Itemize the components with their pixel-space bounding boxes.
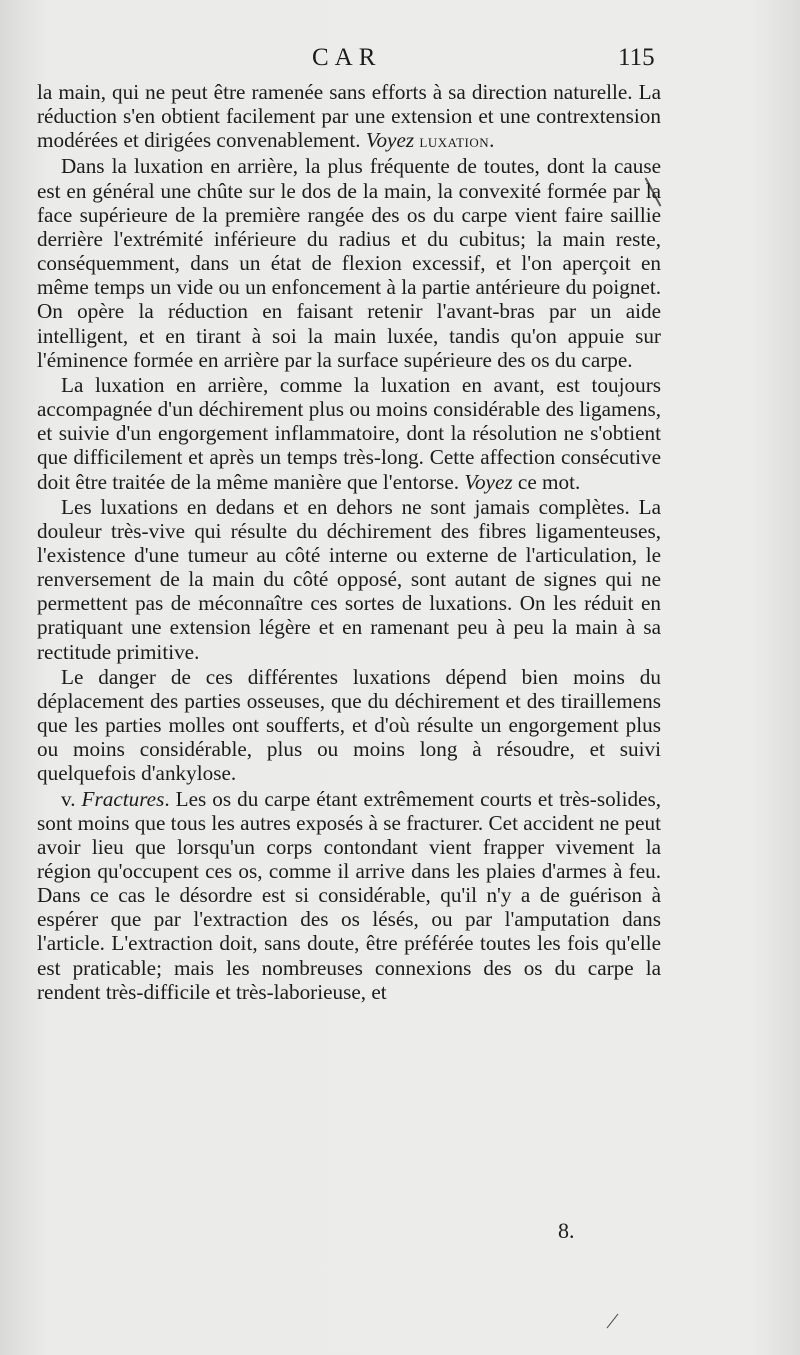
paragraph-6-text: . Les os du carpe étant extrêmement courts et très-solides, sont moins que tous les autres exposés à se fracturer. Cet accident ne peut avoir lieu que lorsqu'un corps contondant vient frapper vivement la région qu'occupent ces os, comme il arrive dans les plaies d'armes à feu. Dans ce cas le désordre est si considérable, qu'il n'y a de guérison à espérer que par l'extraction des os lésés, ou par l'amputation dans l'article. L'extraction doit, sans doute, être préférée toutes les fois qu'elle est praticable; mais les nombreuses connexions des os du carpe la rendent très-difficile et très-laborieuse, et: [37, 786, 661, 1004]
paragraph-3-end: ce mot.: [512, 469, 581, 494]
paragraph-1-end: .: [489, 128, 495, 153]
paragraph-6: [37, 787, 661, 1004]
paragraph-1: [37, 80, 661, 153]
paragraph-4: [37, 495, 661, 664]
paragraph-2-text: Dans la luxation en arrière, la plus fréquente de toutes, dont la cause est en général une chûte sur le dos de la main, la convexité formée par la face supérieure de la première rangée des os du carpe vient faire saillie derrière l'extrémité inférieure du radius et du cubitus; la main reste, conséquemment, dans un état de flexion excessif, et l'on aperçoit en même temps un vide ou un enfoncement à la partie antérieure du poignet. On opère la réduction en faisant retenir l'avant-bras par un aide intelligent, et en tirant à soi la main luxée, tandis qu'on appuie sur l'éminence formée en arrière par la surface supérieure des os du carpe.: [37, 154, 661, 372]
running-head-title: CAR: [312, 44, 382, 71]
page-number: 115: [618, 44, 655, 71]
paragraph-1-voyez: Voyez: [365, 128, 415, 153]
section-heading-fractures: Fractures: [81, 786, 165, 811]
paragraph-5: [37, 665, 661, 786]
paragraph-5-text: Le danger de ces différentes luxations dépend bien moins du déplacement des parties osseuses, que du déchirement et des tiraillemens que les parties molles ont soufferts, et d'où résulte un engorgement plus ou moins considérable, plus ou moins long à résoudre, et suivi quelquefois d'ankylose.: [37, 664, 661, 786]
paragraph-2: [37, 154, 661, 371]
paragraph-1-text: la main, qui ne peut être ramenée sans efforts à sa direction naturelle. La réduction s'en obtient facilement par une extension et une contrextension modérées et dirigées convenablement.: [37, 80, 661, 153]
paragraph-3: [37, 373, 661, 494]
running-head: [0, 44, 800, 80]
bottom-pencil-mark: [607, 1314, 619, 1329]
paragraph-4-text: Les luxations en dedans et en dehors ne sont jamais complètes. La douleur très-vive qui résulte du déchirement des fibres ligamenteuses, l'existence d'une tumeur au côté interne ou externe de l'articulation, le renversement de la main du côté opposé, sont autant de signes qui ne permettent pas de méconnaître ces sortes de luxations. On les réduit en pratiquant une extension légère et en ramenant peu à peu la main à sa rectitude primitive.: [37, 494, 661, 664]
section-numeral: v.: [61, 786, 82, 811]
paragraph-3-voyez: Voyez: [464, 469, 513, 494]
body-text: [37, 80, 661, 1004]
paragraph-3-text: La luxation en arrière, comme la luxation en avant, est toujours accompagnée d'un déchirement plus ou moins considérable des ligamens, et suivie d'un engorgement inflammatoire, dont la résolution ne s'obtient que difficilement et après un temps très-long. Cette affection consécutive doit être traitée de la même manière que l'entorse.: [37, 372, 661, 494]
paragraph-1-crossref: luxation: [419, 131, 490, 152]
signature-mark: 8.: [558, 1218, 575, 1243]
